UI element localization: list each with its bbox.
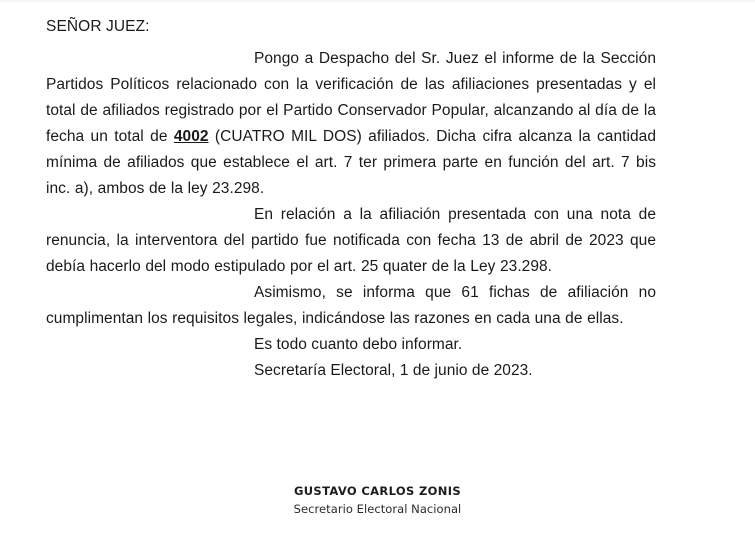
closing-line-2: Secretaría Electoral, 1 de junio de 2023. <box>254 362 533 379</box>
signature-block <box>0 484 755 518</box>
paragraph-3-text: Asimismo, se informa que 61 fichas de afiliación no cumplimentan los requisitos legales, indicándose las razones en cada una de ellas. <box>46 284 656 327</box>
paragraph-1-text-after: (CUATRO MIL DOS) afiliados. Dicha cifra alcanza la cantidad mínima de afiliados que establece el art. 7 ter primera parte en función del art. 7 bis inc. a), ambos de la ley 23.298. <box>46 128 657 197</box>
paragraph-1-text-before: Pongo a Despacho del Sr. Juez el informe de la Sección Partidos Políticos relacionado con la verificación de las afiliaciones presentadas y el total de afiliados registrado por el Partido Conservador Popular, alcanzando al día de la fecha un total de <box>46 50 656 145</box>
paragraph-2 <box>46 202 656 280</box>
salutation: SEÑOR JUEZ: <box>46 18 150 35</box>
signatory-role: Secretario Electoral Nacional <box>293 502 462 516</box>
paragraph-3 <box>46 280 656 332</box>
signatory-name: GUSTAVO CARLOS ZONIS <box>293 484 462 498</box>
document-body <box>46 14 656 384</box>
paragraph-1 <box>46 46 656 202</box>
affiliate-total-count: 4002 <box>173 128 209 145</box>
page-top-edge <box>0 0 755 4</box>
paragraph-2-text: En relación a la afiliación presentada con una nota de renuncia, la interventora del partido fue notificada con fecha 13 de abril de 2023 que debía hacerlo del modo estipulado por el art. 25 quater de la Ley 23.298. <box>46 206 656 275</box>
closing-line-1: Es todo cuanto debo informar. <box>254 336 463 353</box>
